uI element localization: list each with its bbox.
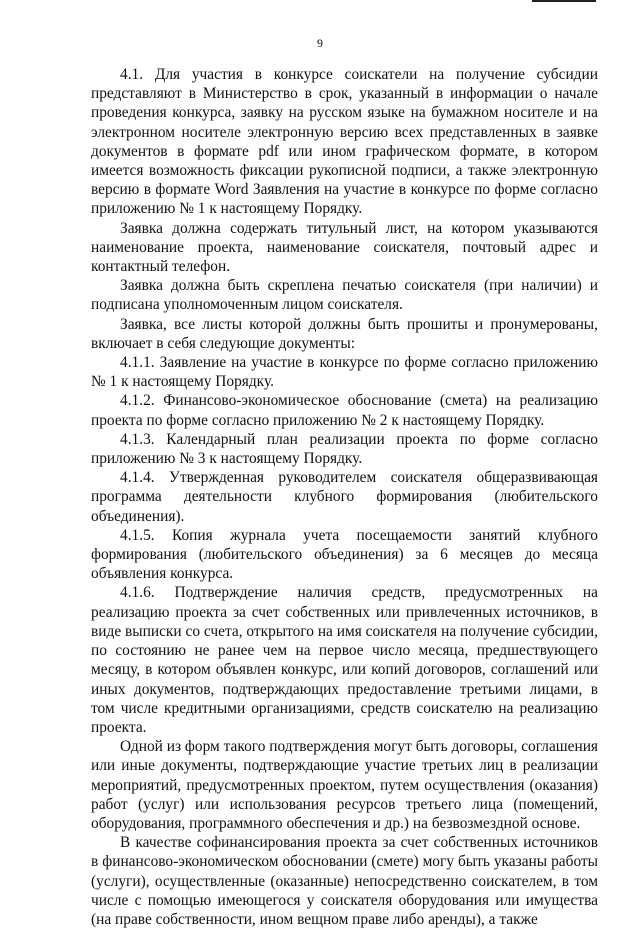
paragraph-title-page: Заявка должна содержать титульный лист, на котором указываются наименование проекта, наименование соискателя, почтовый адрес и контактный телефон. bbox=[91, 219, 598, 276]
document-body bbox=[91, 65, 598, 929]
paragraph-4-1: 4.1. Для участия в конкурсе соискатели на получение субсидии представляют в Министерство в срок, указанный в информации о начале проведения конкурса, заявку на русском языке на бумажном носителе и на электронном носителе электронную версию всех представленных в заявке документов в формате pdf или ином графическом формате, в котором имеется возможность фиксации рукописной подписи, а также электронную версию в формате Word Заявления на участие в конкурсе по форме согласно приложению № 1 к настоящему Порядку. bbox=[91, 66, 598, 218]
paragraph-confirmation-forms: Одной из форм такого подтверждения могут быть договоры, соглашения или иные документы, подтверждающие участие третьих лиц в реализации мероприятий, предусмотренных проектом, путем осуществления (оказания) работ (услуг) или использования ресурсов третьего лица (помещений, оборудования, программного обеспечения и др.) на безвозмездной основе. bbox=[91, 738, 599, 832]
paragraph-documents-intro: Заявка, все листы которой должны быть прошиты и пронумерованы, включает в себя следующие документы: bbox=[91, 315, 598, 352]
paragraph-4-1-4: 4.1.4. Утвержденная руководителем соискателя общеразвивающая программа деятельности клубного формирования (любительского объединения). bbox=[91, 469, 598, 525]
page-number: 9 bbox=[317, 36, 323, 50]
paragraph-4-1-1: 4.1.1. Заявление на участие в конкурсе по форме согласно приложению № 1 к настоящему Порядку. bbox=[91, 354, 598, 391]
paragraph-4-1-2: 4.1.2. Финансово-экономическое обоснование (смета) на реализацию проекта по форме согласно приложению № 2 к настоящему Порядку. bbox=[91, 392, 598, 429]
paragraph-cofinancing: В качестве софинансирования проекта за счет собственных источников в финансово-экономическом обосновании (смете) могу быть указаны работы (услуги), осуществленные (оказанные) непосредственно соискателем, в том числе с помощью имеющегося у соискателя оборудования или имущества (на праве собственности, ином вещном праве либо аренды), а также bbox=[91, 834, 598, 928]
top-edge-rule bbox=[532, 0, 596, 2]
paragraph-4-1-3: 4.1.3. Календарный план реализации проекта по форме согласно приложению № 3 к настоящему Порядку. bbox=[91, 430, 598, 468]
paragraph-seal: Заявка должна быть скреплена печатью соискателя (при наличии) и подписана уполномоченным лицом соискателя. bbox=[91, 277, 598, 314]
paragraph-4-1-6: 4.1.6. Подтверждение наличия средств, предусмотренных на реализацию проекта за счет собственных или привлеченных источников, в виде выписки со счета, открытого на имя соискателя на получение субсидии, по состоянию не ранее чем на первое число месяца, предшествующего месяцу, в котором объявлен конкурс, или копий договоров, соглашений или иных документов, подтверждающих предоставление третьими лицами, в том числе кредитными организациями, средств соискателю на реализацию проекта. bbox=[91, 584, 598, 736]
paragraph-4-1-5: 4.1.5. Копия журнала учета посещаемости занятий клубного формирования (любительского объединения) за 6 месяцев до месяца объявления конкурса. bbox=[91, 526, 598, 583]
